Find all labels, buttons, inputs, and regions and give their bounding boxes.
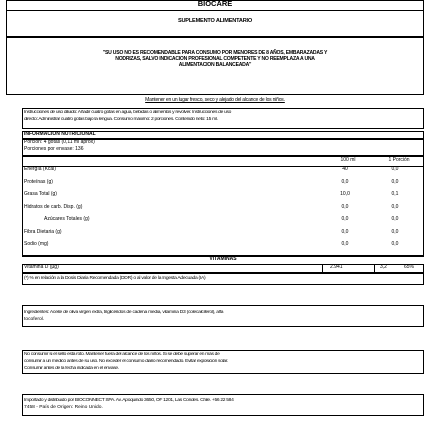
vitamin-row bbox=[22, 264, 424, 273]
nutrient-name: Proteínas (g) bbox=[24, 178, 53, 185]
nutrient-name: Sodio (mg) bbox=[24, 241, 49, 247]
advice-line-1: No consumir si el sello está roto. Mantener fuera del alcance de los niños. Si se debe superar en más de bbox=[24, 352, 220, 357]
nutrient-per-portion: 0,0 bbox=[391, 228, 399, 235]
vitamins-header: VITAMINAS bbox=[209, 256, 237, 262]
footnote: (*) % en relación a la Dosis Diaria Recomendada (DDR) o al valor de la Ingesta Adecuada (IA) bbox=[24, 276, 206, 281]
nutrient-name: Hidratos de carb. Disp. (g) bbox=[24, 203, 83, 210]
nutrient-per-portion: 0,0 bbox=[391, 203, 399, 210]
vitamin-per-portion: 3,2 bbox=[380, 264, 387, 270]
nutrient-per100: 0,0 bbox=[341, 216, 349, 222]
nutrition-header: INFORMACION NUTRICIONAL bbox=[24, 131, 96, 137]
nutrient-per100: 0,0 bbox=[341, 241, 349, 247]
servings-per-container: Porciones por envase: 136 bbox=[24, 146, 84, 152]
storage-text: Mantener en un lugar fresco, seco y alejado del alcance de los niños. bbox=[145, 97, 285, 103]
ingredients-line-1: Ingredientes: Aceite de oliva virgen extra, triglicéridos de cadena media, vitamina D3 (colecalciferol), alfa bbox=[24, 310, 224, 315]
nutrient-name: Azúcares Totales (g) bbox=[44, 216, 90, 222]
brand-name: BIOCARE bbox=[197, 0, 233, 8]
instructions-line-2: directo: Administrar cuatro gotas bajo la lengua. Consumo máximo: 2 porciones. Contenido neto: 15 ml. bbox=[24, 117, 218, 122]
vitamin-pct: 65% bbox=[404, 264, 415, 270]
instructions-line-1: Instrucciones de uso diluido: Añadir cuatro gotas en agua, bebidas o alimentos y revolver. Instrucciones de uso bbox=[24, 110, 232, 115]
warning-line-1: "SU USO NO ES RECOMENDABLE PARA CONSUMO POR MENORES DE 8 AÑOS, EMBARAZADAS Y bbox=[102, 50, 328, 56]
serving-size: Porción: 4 gotas (0,11 ml aprox) bbox=[24, 139, 95, 145]
nutrient-per100: 0,0 bbox=[341, 178, 349, 185]
warning-line-3: ALIMENTACION BALANCEADA" bbox=[178, 62, 252, 68]
advice-line-3: Consumir antes de la fecha indicada en el envase. bbox=[24, 366, 119, 371]
nutrient-per100: 0,0 bbox=[341, 203, 349, 210]
nutrient-per100: 10,0 bbox=[340, 191, 350, 197]
warning-line-2: NODRIZAS, SALVO INDICACION PROFESIONAL COMPETENTE Y NO REEMPLAZA A UNA bbox=[115, 56, 315, 62]
nutrient-per-portion: 0,0 bbox=[391, 241, 399, 247]
advice-line-2: consumir a un médico antes de su uso. No exceder el consumo diario recomendado. Evitar exposición solar. bbox=[24, 359, 228, 364]
distributor-line-1: Importado y distribuido por BIOCONNECT SPA. Av. Apoquindo 3650, OF 1201, Las Condes. Chile. +56 22 584 bbox=[24, 398, 234, 403]
col-header-portion: 1 Porción bbox=[388, 157, 410, 163]
nutrient-per100: 40 bbox=[342, 166, 348, 172]
nutrient-name: Fibra Dietaria (g) bbox=[24, 228, 62, 235]
nutrient-per-portion: 0,0 bbox=[391, 178, 399, 185]
nutrient-name: Grasa Total (g) bbox=[24, 191, 57, 197]
ingredients-box bbox=[22, 305, 424, 327]
nutrient-per-portion: 0,0 bbox=[391, 166, 399, 172]
nutrient-per-portion: 0,1 bbox=[391, 191, 399, 197]
nutrient-per-portion: 0,0 bbox=[391, 216, 399, 222]
vitamin-name: Vitamina D (µg) bbox=[24, 264, 59, 270]
nutrient-name: Energía (Kcal) bbox=[24, 166, 56, 172]
nutrient-per100: 0,0 bbox=[341, 228, 349, 235]
ingredients-line-2: tocoferol. bbox=[24, 317, 45, 322]
col-header-100ml: 100 ml bbox=[340, 157, 356, 163]
vitamin-per100: 2.941 bbox=[330, 264, 343, 270]
product-type: SUPLEMENTO ALIMENTARIO bbox=[177, 18, 253, 24]
distributor-line-2: 7458 - País de Origen: Reino Unido. bbox=[24, 405, 103, 410]
